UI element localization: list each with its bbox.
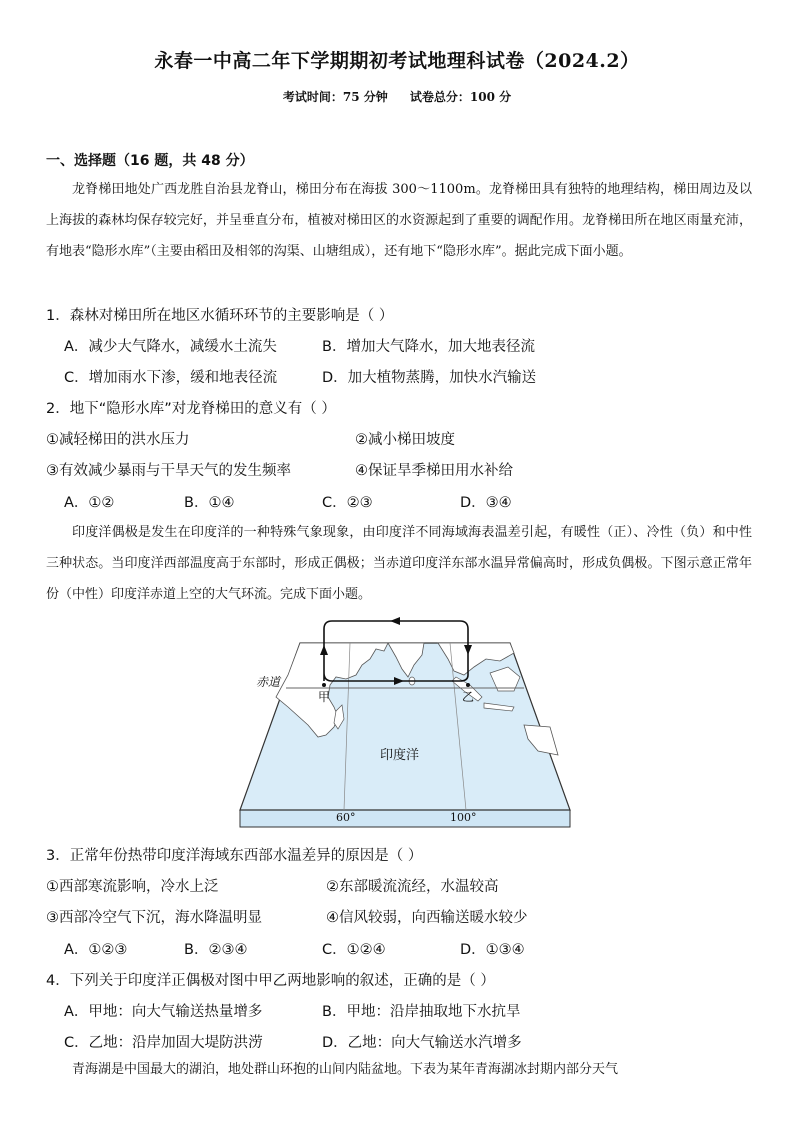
question-3-statement-1: ①西部寒流影响，冷水上泛 xyxy=(46,879,219,895)
longitude-60-label: 60° xyxy=(336,811,356,824)
indian-ocean-circulation-map xyxy=(238,615,572,830)
question-4-option-a[interactable]: A．甲地：向大气输送热量增多 xyxy=(64,1004,263,1020)
question-2-stem: 2．地下“隐形水库”对龙脊梯田的意义有（ ） xyxy=(46,401,336,417)
question-3-option-d[interactable]: D．①③④ xyxy=(460,942,525,958)
question-3-stem: 3．正常年份热带印度洋海域东西部水温差异的原因是（ ） xyxy=(46,848,423,864)
question-3-option-b[interactable]: B．②③④ xyxy=(184,942,248,958)
passage-indian-ocean-dipole: 印度洋偶极是发生在印度洋的一种特殊气象现象，由印度洋不同海域海表温差引起，有暖性（正）、冷性（负）和中性三种状态。当印度洋西部温度高于东部时，形成正偶极；当赤道印度洋东部水温异常偏高时，形成负偶极。下图示意正常年份（中性）印度洋赤道上空的大气环流。完成下面小题。 xyxy=(46,525,752,602)
question-1-option-a[interactable]: A．减少大气降水，减缓水土流失 xyxy=(64,339,277,355)
question-3-statement-3: ③西部冷空气下沉，海水降温明显 xyxy=(46,910,262,926)
question-2-option-d[interactable]: D．③④ xyxy=(460,495,512,511)
question-4-option-c[interactable]: C．乙地：沿岸加固大堤防洪涝 xyxy=(64,1035,263,1051)
question-3-statement-4: ④信风较弱，向西输送暖水较少 xyxy=(326,910,528,926)
question-1-option-d[interactable]: D．加大植物蒸腾，加快水汽输送 xyxy=(322,370,537,386)
question-3-statement-2: ②东部暖流流经，水温较高 xyxy=(326,879,499,895)
question-4-stem: 4．下列关于印度洋正偶极对图中甲乙两地影响的叙述，正确的是（ ） xyxy=(46,973,495,989)
point-yi-label: 乙 xyxy=(462,690,475,704)
question-2-option-a[interactable]: A．①② xyxy=(64,495,115,511)
passage-qinghai-lake: 青海湖是中国最大的湖泊，地处群山环抱的山间内陆盆地。下表为某年青海湖冰封期内部分天气 xyxy=(72,1062,619,1077)
question-1-option-b[interactable]: B．增加大气降水，加大地表径流 xyxy=(322,339,535,355)
exam-time: 考试时间：75 分钟 xyxy=(282,90,388,104)
question-2-statement-1: ①减轻梯田的洪水压力 xyxy=(46,432,190,448)
question-2-statement-3: ③有效减少暴雨与干旱天气的发生频率 xyxy=(46,463,291,479)
point-jia-label: 甲 xyxy=(318,690,331,704)
question-1-stem: 1．森林对梯田所在地区水循环环节的主要影响是（ ） xyxy=(46,308,394,324)
upper-flow-arrow xyxy=(390,617,400,625)
question-2-option-b[interactable]: B．①④ xyxy=(184,495,235,511)
ocean-label: 印度洋 xyxy=(380,748,420,763)
section-heading: 一、选择题（16 题，共 48 分） xyxy=(46,153,254,169)
exam-score: 试卷总分：100 分 xyxy=(409,90,512,104)
question-4-option-d[interactable]: D．乙地：向大气输送水汽增多 xyxy=(322,1035,522,1051)
point-jia-marker xyxy=(322,683,326,687)
point-yi-marker xyxy=(466,683,470,687)
question-3-option-c[interactable]: C．①②④ xyxy=(322,942,386,958)
question-3-option-a[interactable]: A．①②③ xyxy=(64,942,128,958)
exam-title: 永春一中高二年下学期期初考试地理科试卷（2024.2） xyxy=(154,50,640,72)
question-2-option-c[interactable]: C．②③ xyxy=(322,495,373,511)
map-front-face xyxy=(240,810,570,827)
exam-info xyxy=(0,88,794,105)
question-2-statement-2: ②减小梯田坡度 xyxy=(355,432,455,448)
passage-terraces: 龙脊梯田地处广西龙胜自治县龙脊山，梯田分布在海拔 300～1100m。龙脊梯田具有独特的地理结构，梯田周边及以上海拔的森林均保存较完好，并呈垂直分布，植被对梯田区的水资源起到了重要的调配作用。龙脊梯田所在地区雨量充沛，有地表“隐形水库”（主要由稻田及相邻的沟渠、山塘组成），还有地下“隐形水库”。据此完成下面小题。 xyxy=(46,182,752,259)
equator-label: 赤道 xyxy=(256,675,281,689)
question-4-option-b[interactable]: B．甲地：沿岸抽取地下水抗旱 xyxy=(322,1004,521,1020)
question-2-statement-4: ④保证旱季梯田用水补给 xyxy=(355,463,513,479)
longitude-100-label: 100° xyxy=(450,811,477,824)
question-1-option-c[interactable]: C．增加雨水下渗，缓和地表径流 xyxy=(64,370,278,386)
